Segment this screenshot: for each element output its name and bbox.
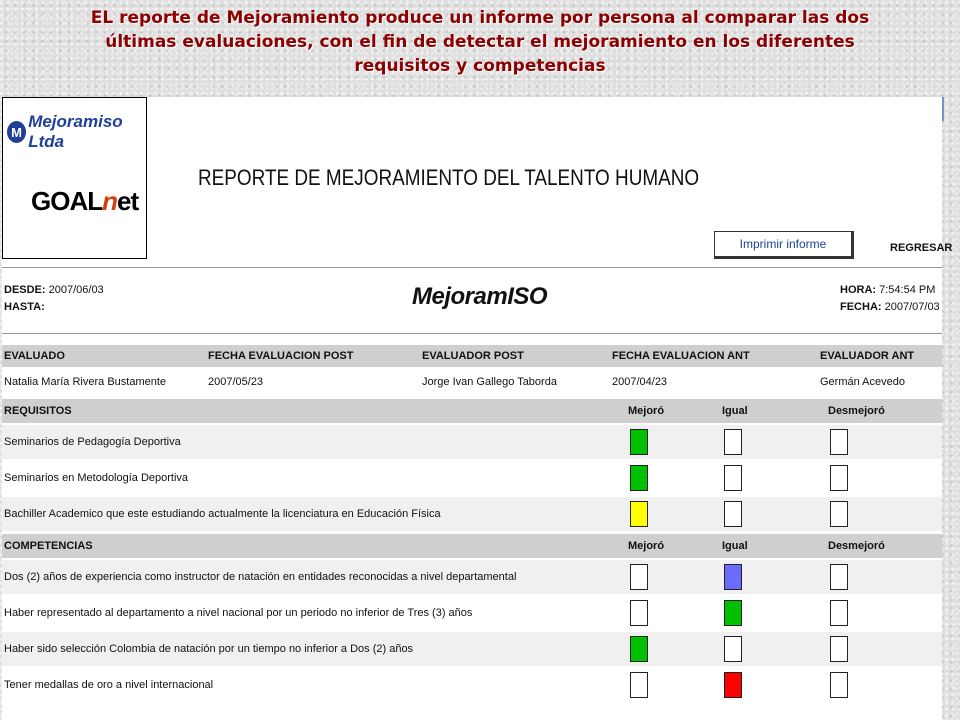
logo-company-name: Mejoramiso Ltda [28,112,123,151]
section-header-requisitos [2,399,942,423]
hora-label: HORA: [840,284,877,296]
table-row [2,668,942,702]
col-desmejoro: Desmejoró [828,405,885,417]
col-igual: Igual [722,405,748,417]
table-row [2,461,942,495]
table-row [2,425,942,459]
mark-mejoro [630,429,648,455]
evaluador-post-value: Jorge Ivan Gallego Taborda [422,376,557,388]
item-label: Haber sido selección Colombia de natación por un tiempo no inferior a Dos (2) años [4,643,414,655]
mark-desmejoro [830,465,848,491]
mark-mejoro [630,636,648,662]
header-fecha-post: FECHA EVALUACION POST [208,350,354,362]
mark-desmejoro [830,636,848,662]
print-report-button[interactable]: Imprimir informe [714,231,854,259]
desde-value: 2007/06/03 [48,284,104,296]
company-logo [2,97,147,259]
item-label: Tener medallas de oro a nivel internacional [4,679,214,691]
mark-igual [724,672,742,698]
mark-desmejoro [830,564,848,590]
evaluation-header-row [2,345,942,367]
slide-caption: EL reporte de Mejoramiento produce un informe por persona al comparar las dos últimas evaluaciones, con el fin de detectar el mejoramiento en los diferentes requisitos y competencias [90,8,870,76]
mark-igual [724,600,742,626]
fecha-ant-value: 2007/04/23 [612,376,668,388]
table-row [2,632,942,666]
item-label: Seminarios en Metodología Deportiva [4,472,189,484]
mark-igual [724,564,742,590]
window-edge [942,97,944,121]
col-igual: Igual [722,540,748,552]
mark-desmejoro [830,672,848,698]
evaluation-values-row [2,369,942,395]
table-row [2,497,942,531]
mejoramiso-logo-icon: M [7,121,26,143]
mark-mejoro [630,465,648,491]
divider [2,333,942,334]
fecha-post-value: 2007/05/23 [208,376,264,388]
desde-label: DESDE: [4,284,46,296]
col-desmejoro: Desmejoró [828,540,885,552]
mark-igual [724,501,742,527]
date-range [4,282,104,316]
hasta-label: HASTA: [4,301,45,313]
timestamp [840,282,940,316]
section-title: REQUISITOS [4,405,72,417]
mark-desmejoro [830,429,848,455]
divider [2,267,942,268]
goalnet-logo: GOALnet [31,186,139,216]
table-row [2,596,942,630]
section-header-competencias [2,534,942,558]
evaluado-value: Natalia María Rivera Bustamente [4,376,167,388]
evaluador-ant-value: Germán Acevedo [820,376,905,388]
mark-desmejoro [830,600,848,626]
table-row [2,560,942,594]
mark-igual [724,465,742,491]
report-window [2,97,953,720]
item-label: Haber representado al departamento a nivel nacional por un periodo no inferior de Tres (3) años [4,607,473,619]
mark-igual [724,636,742,662]
header-evaluado: EVALUADO [4,350,65,362]
item-label: Bachiller Academico que este estudiando actualmente la licenciatura en Educación Física [4,508,441,520]
mark-mejoro [630,672,648,698]
mark-mejoro [630,564,648,590]
header-evaluador-post: EVALUADOR POST [422,350,524,362]
item-label: Dos (2) años de experiencia como instructor de natación en entidades reconocidas a nivel departamental [4,571,517,583]
mark-mejoro [630,501,648,527]
item-label: Seminarios de Pedagogía Deportiva [4,436,181,448]
fecha-value: 2007/07/03 [884,301,940,313]
header-fecha-ant: FECHA EVALUACION ANT [612,350,750,362]
col-mejoro: Mejoró [628,540,665,552]
mark-igual [724,429,742,455]
brand-title: MejoramISO [412,283,548,310]
col-mejoro: Mejoró [628,405,665,417]
fecha-label: FECHA: [840,301,882,313]
mark-mejoro [630,600,648,626]
hora-value: 7:54:54 PM [879,284,936,296]
back-link[interactable]: REGRESAR [890,242,953,254]
section-title: COMPETENCIAS [4,540,93,552]
page-title: REPORTE DE MEJORAMIENTO DEL TALENTO HUMANO [198,165,700,190]
header-evaluador-ant: EVALUADOR ANT [820,350,915,362]
mark-desmejoro [830,501,848,527]
